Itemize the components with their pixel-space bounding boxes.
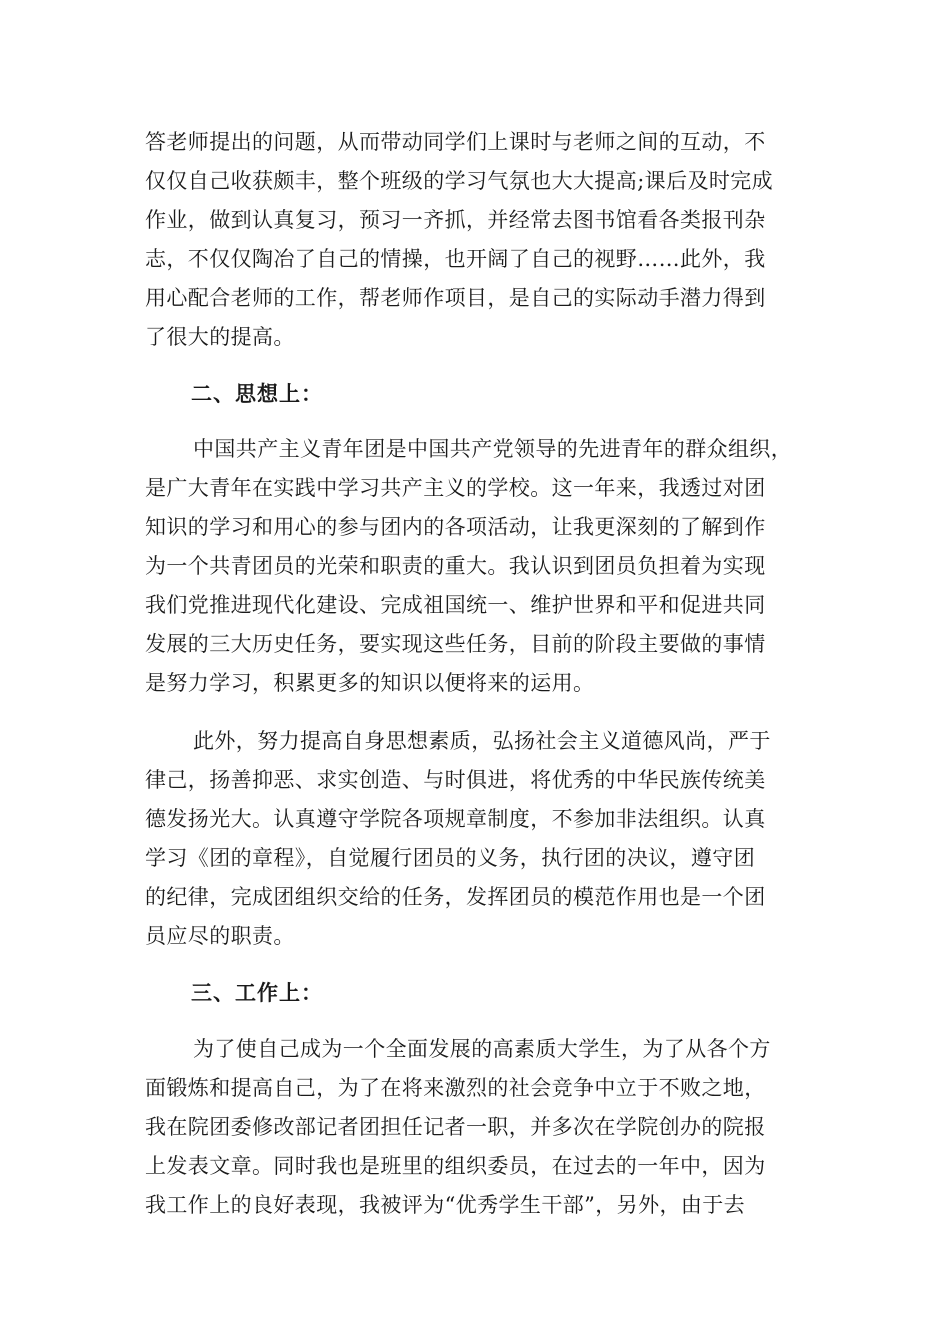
paragraph-line: 中国共产主义青年团是中国共产党领导的先进青年的群众组织， [193, 437, 793, 461]
paragraph-study-continued [145, 123, 815, 357]
paragraph-line: 是努力学习，积累更多的知识以便将来的运用。 [145, 671, 595, 695]
paragraph-line: 为一个共青团员的光荣和职责的重大。我认识到团员负担着为实现 [145, 554, 766, 578]
paragraph-line: 此外，努力提高自身思想素质，弘扬社会主义道德风尚，严于 [193, 729, 771, 753]
paragraph-line: 我工作上的良好表现，我被评为“优秀学生干部”，另外，由于去 [145, 1193, 746, 1217]
paragraph-line: 学习《团的章程》，自觉履行团员的义务，执行团的决议，遵守团 [145, 846, 756, 870]
paragraph-line: 作业，做到认真复习，预习一齐抓，并经常去图书馆看各类报刊杂 [145, 208, 766, 232]
paragraph-line: 了很大的提高。 [145, 325, 295, 349]
paragraph-youth-league [145, 430, 815, 703]
paragraph-line: 志，不仅仅陶冶了自己的情操，也开阔了自己的视野……此外，我 [145, 247, 766, 271]
paragraph-line: 仅仅自己收获颇丰，整个班级的学习气氛也大大提高;课后及时完成 [145, 169, 774, 193]
paragraph-line: 我在院团委修改部记者团担任记者一职，并多次在学院创办的院报 [145, 1115, 766, 1139]
paragraph-line: 德发扬光大。认真遵守学院各项规章制度，不参加非法组织。认真 [145, 807, 766, 831]
paragraph-line: 答老师提出的问题，从而带动同学们上课时与老师之间的互动，不 [145, 130, 766, 154]
paragraph-line: 的纪律，完成团组织交给的任务，发挥团员的模范作用也是一个团 [145, 885, 766, 909]
paragraph-moral-quality [145, 722, 815, 956]
paragraph-line: 我们党推进现代化建设、完成祖国统一、维护世界和平和促进共同 [145, 593, 766, 617]
paragraph-line: 发展的三大历史任务，要实现这些任务，目前的阶段主要做的事情 [145, 632, 766, 656]
paragraph-work [145, 1030, 815, 1225]
paragraph-line: 律己，扬善抑恶、求实创造、与时俱进，将优秀的中华民族传统美 [145, 768, 766, 792]
paragraph-line: 知识的学习和用心的参与团内的各项活动，让我更深刻的了解到作 [145, 515, 766, 539]
paragraph-line: 用心配合老师的工作，帮老师作项目，是自己的实际动手潜力得到 [145, 286, 766, 310]
section-heading-work: 三、工作上： [191, 980, 323, 1005]
paragraph-line: 为了使自己成为一个全面发展的高素质大学生，为了从各个方 [193, 1037, 771, 1061]
section-heading-thought: 二、思想上： [191, 381, 323, 406]
paragraph-line: 是广大青年在实践中学习共产主义的学校。这一年来，我透过对团 [145, 476, 766, 500]
paragraph-line: 面锻炼和提高自己，为了在将来激烈的社会竞争中立于不败之地， [145, 1076, 766, 1100]
paragraph-line: 上发表文章。同时我也是班里的组织委员，在过去的一年中，因为 [145, 1154, 766, 1178]
paragraph-line: 员应尽的职责。 [145, 924, 295, 948]
